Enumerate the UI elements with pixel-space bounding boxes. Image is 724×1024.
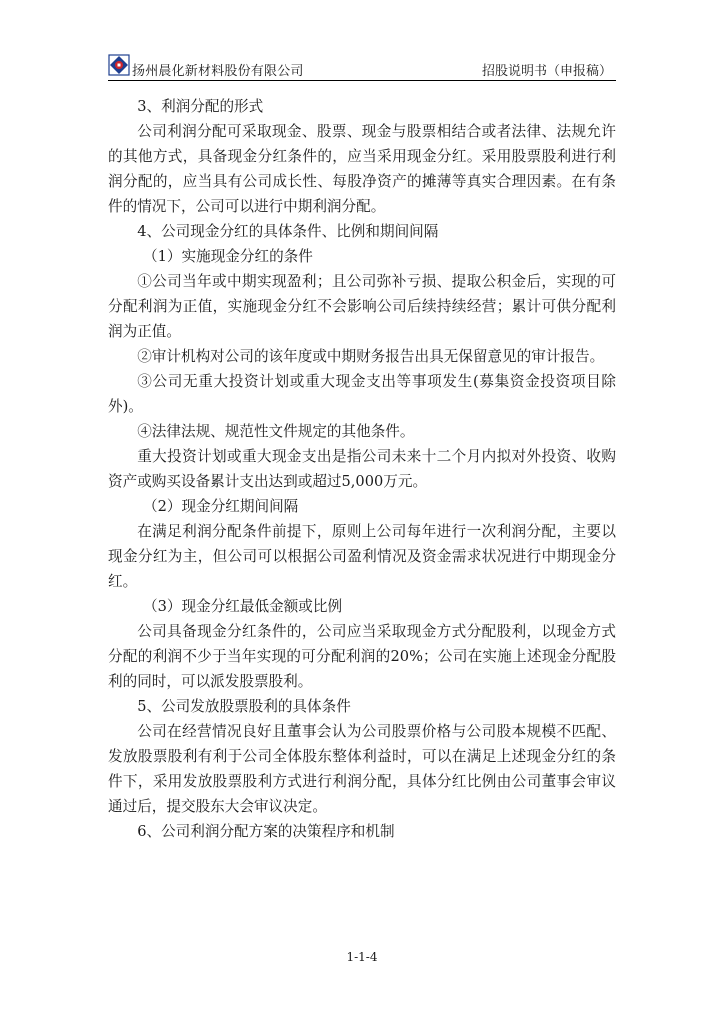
body-paragraph: 重大投资计划或重大现金支出是指公司未来十二个月内拟对外投资、收购资产或购买设备累计支出达到或超过5,000万元。 [108,448,616,490]
section-heading: 4、公司现金分红的具体条件、比例和期间间隔 [137,223,439,240]
subsection-heading: （2）现金分红期间间隔 [143,498,299,515]
subsection-heading: （3）现金分红最低金额或比例 [143,598,343,615]
body-paragraph: 公司在经营情况良好且董事会认为公司股票价格与公司股本规模不匹配、发放股票股利有利于公司全体股东整体利益时，可以在满足上述现金分红的条件下，采用发放股票股利方式进行利润分配，具体分红比例由公司董事会审议通过后，提交股东大会审议决定。 [108,723,616,815]
body-paragraph: ④法律法规、规范性文件规定的其他条件。 [137,423,415,440]
subsection-heading: （1）实施现金分红的条件 [143,248,313,265]
page-number: 1-1-4 [346,950,378,964]
body-paragraph: ①公司当年或中期实现盈利；且公司弥补亏损、提取公积金后，实现的可分配利润为正值，实施现金分红不会影响公司后续持续经营；累计可供分配利润为正值。 [108,273,616,340]
document-body [108,94,616,844]
section-heading: 5、公司发放股票股利的具体条件 [137,698,351,715]
company-name: 扬州晨化新材料股份有限公司 [132,64,304,79]
document-title: 招股说明书（申报稿） [481,64,612,79]
section-heading: 3、利润分配的形式 [137,98,264,115]
body-paragraph: ③公司无重大投资计划或重大现金支出等事项发生(募集资金投资项目除外)。 [108,373,616,415]
body-paragraph: 公司利润分配可采取现金、股票、现金与股票相结合或者法律、法规允许的其他方式，具备现金分红条件的，应当采用现金分红。采用股票股利进行利润分配的，应当具有公司成长性、每股净资产的摊薄等真实合理因素。在有条件的情况下，公司可以进行中期利润分配。 [108,123,616,215]
header-divider [108,80,616,81]
body-paragraph: 在满足利润分配条件前提下，原则上公司每年进行一次利润分配，主要以现金分红为主，但公司可以根据公司盈利情况及资金需求状况进行中期现金分红。 [108,523,616,590]
body-paragraph: ②审计机构对公司的该年度或中期财务报告出具无保留意见的审计报告。 [137,348,605,365]
page-header [108,52,616,78]
body-paragraph: 公司具备现金分红条件的，公司应当采取现金方式分配股利，以现金方式分配的利润不少于当年实现的可分配利润的20%；公司在实施上述现金分配股利的同时，可以派发股票股利。 [108,623,616,690]
company-logo-icon [108,54,130,76]
section-heading: 6、公司利润分配方案的决策程序和机制 [137,823,395,840]
